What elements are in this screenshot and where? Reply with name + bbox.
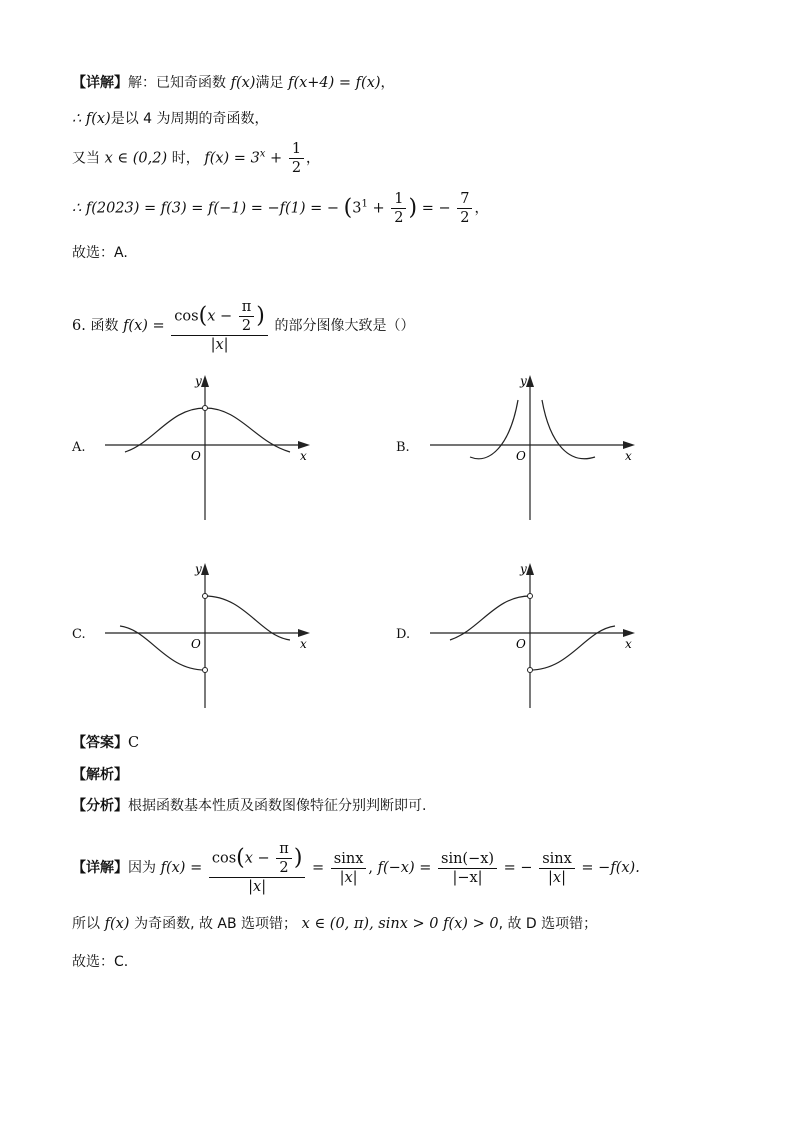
solution-line-4: ∴ f(2023) = f(3) = f(−1) = −f(1) = − ($3^1$ + $\frac{1}{2}$ ) = − $\frac{7}{2}$ ，: [72, 191, 489, 226]
hollow-point: [203, 406, 208, 411]
y-axis-arrow: [201, 375, 209, 387]
graph-option-d: [425, 558, 640, 713]
analysis-line: 【分析】根据函数基本性质及函数图像特征分别判断即可.: [72, 798, 427, 814]
x-axis-arrow: [623, 629, 635, 637]
solution-line-2: ∴ f(x)是以 4 为周期的奇函数，: [72, 111, 269, 127]
hollow-point-bottom: [203, 668, 208, 673]
hollow-point-bottom: [528, 668, 533, 673]
y-axis-arrow: [201, 563, 209, 575]
x-axis-arrow: [298, 629, 310, 637]
svg-text:x: x: [300, 637, 307, 651]
graph-option-b: [425, 370, 640, 525]
svg-text:O: O: [516, 449, 526, 463]
fraction-one-half: $\frac{1}{2}$: [289, 140, 304, 177]
graph-option-a: [100, 370, 315, 525]
y-axis-arrow: [526, 375, 534, 387]
hollow-point-top: [528, 594, 533, 599]
y-axis-arrow: [526, 563, 534, 575]
solution-line-3: 又当 x ∈ (0,2) 时， $f(x) = 3^x$ + $\frac{1}{2}$ ，: [72, 141, 321, 176]
origin-label: O: [191, 449, 201, 463]
hollow-point-top: [203, 594, 208, 599]
question-fraction: cos(x − $\frac{\pi}{2}$ ) |x|: [171, 298, 268, 354]
svg-text:y: y: [520, 562, 527, 576]
final-choose: 故选：C.: [72, 954, 129, 970]
option-label-d: D.: [396, 627, 411, 642]
detail-tag: 【详解】: [72, 75, 128, 91]
curve-left: [470, 400, 518, 459]
svg-text:O: O: [516, 637, 526, 651]
curve-right: [542, 400, 595, 459]
svg-text:x: x: [625, 449, 632, 463]
answer-value: C: [128, 735, 140, 751]
y-label: y: [195, 374, 202, 388]
answer-tag: 【答案】: [72, 735, 128, 751]
question-6: 6. 函数 f(x) = cos(x − $\frac{\pi}{2}$ ) |x| 的部分图像大致是（）: [72, 299, 415, 353]
svg-text:x: x: [625, 637, 632, 651]
fraction-one-half: $\frac{1}{2}$: [391, 190, 406, 227]
solution-line-1: 【详解】解：已知奇函数 f(x)满足 f(x+4) = f(x)，: [72, 75, 395, 91]
graph-option-c: [100, 558, 315, 713]
option-label-a: A.: [72, 440, 86, 455]
conclusion-line: 所以 f(x) 为奇函数, 故 AB 选项错； x ∈ (0, π), sinx > 0 f(x) > 0, 故 D 选项错；: [72, 916, 598, 932]
fraction-seven-halves: $\frac{7}{2}$: [457, 190, 472, 227]
svg-text:y: y: [520, 374, 527, 388]
x-label: x: [300, 449, 307, 463]
x-axis-arrow: [623, 441, 635, 449]
svg-text:O: O: [191, 637, 201, 651]
answer-line: [72, 733, 139, 753]
detail2-line: 【详解】因为 f(x) = cos(x − $\frac{\pi}{2}$ ) |x| = $\frac{\sin x}{|x|}$ , f(−x) = $\frac{\sin(-x)}{|-x|}$ = − $\frac{\sin x}{|x|}$ = −f(x).: [72, 841, 640, 895]
solution-choose: 故选：A.: [72, 245, 128, 261]
option-label-c: C.: [72, 627, 86, 642]
analysis-tag-line: 【解析】: [72, 767, 128, 783]
svg-text:y: y: [195, 562, 202, 576]
option-label-b: B.: [396, 440, 410, 455]
x-axis-arrow: [298, 441, 310, 449]
